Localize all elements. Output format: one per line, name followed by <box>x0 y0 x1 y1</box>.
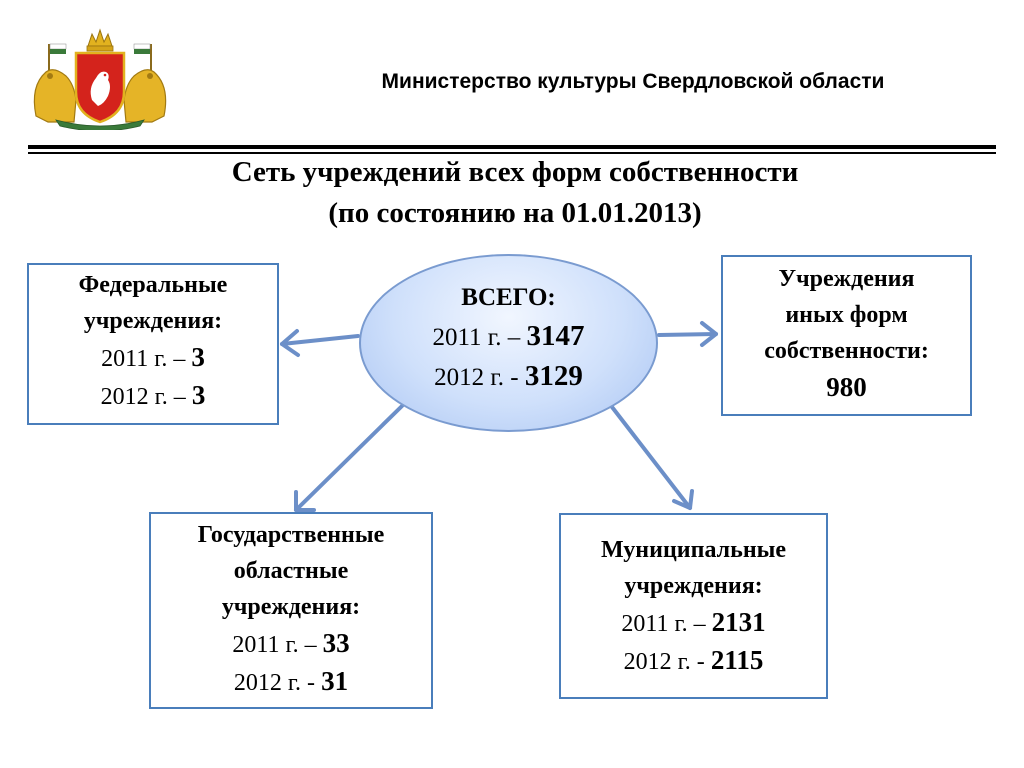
municipal-2012: 2012 г. - 2115 <box>623 645 764 675</box>
title-line-1: Сеть учреждений всех форм собственности <box>231 156 799 188</box>
other-forms-value: 980 <box>826 372 867 402</box>
regional-2012: 2012 г. - 31 <box>233 666 349 696</box>
municipal-label-1: Муниципальные <box>600 537 787 563</box>
other-forms-label-3: собственности: <box>764 338 929 364</box>
total-oval <box>359 254 658 432</box>
federal-2012: 2012 г. – 3 <box>100 380 206 410</box>
arrow-to-other-forms <box>659 323 716 345</box>
ministry-title: Министерство культуры Свердловской области <box>381 70 885 93</box>
total-2012: 2012 г. - 3129 <box>434 360 583 392</box>
arrow-to-regional <box>296 406 402 510</box>
total-2011-value: 3147 <box>526 320 585 352</box>
federal-label-1: Федеральные <box>78 272 228 298</box>
other-forms-label-1: Учреждения <box>778 266 915 292</box>
regional-2012-value: 31 <box>321 666 349 696</box>
title-line-2: (по состоянию на 01.01.2013) <box>328 197 702 229</box>
regional-label-1: Государственные <box>197 522 385 548</box>
regional-2011: 2011 г. – 33 <box>232 628 350 658</box>
regional-label-2: областные <box>233 558 349 584</box>
municipal-box <box>559 513 828 699</box>
regional-2011-value: 33 <box>322 628 350 658</box>
other-forms-label-2: иных форм <box>785 302 908 328</box>
total-2011: 2011 г. – 3147 <box>432 320 585 352</box>
total-2012-value: 3129 <box>524 360 583 392</box>
regional-box <box>149 512 433 709</box>
other-forms-box <box>721 255 972 416</box>
arrow-to-federal <box>282 331 358 355</box>
arrow-to-municipal <box>612 407 692 508</box>
federal-2011-value: 3 <box>191 342 205 372</box>
municipal-2011: 2011 г. – 2131 <box>621 607 766 637</box>
regional-label-3: учреждения: <box>221 594 361 620</box>
federal-box <box>27 263 279 425</box>
municipal-label-2: учреждения: <box>624 573 763 599</box>
federal-2012-value: 3 <box>191 380 206 410</box>
municipal-2012-value: 2115 <box>710 645 764 675</box>
federal-2011: 2011 г. – 3 <box>101 342 205 372</box>
municipal-2011-value: 2131 <box>711 607 766 637</box>
total-label: ВСЕГО: <box>461 284 556 311</box>
federal-label-2: учреждения: <box>83 308 223 334</box>
